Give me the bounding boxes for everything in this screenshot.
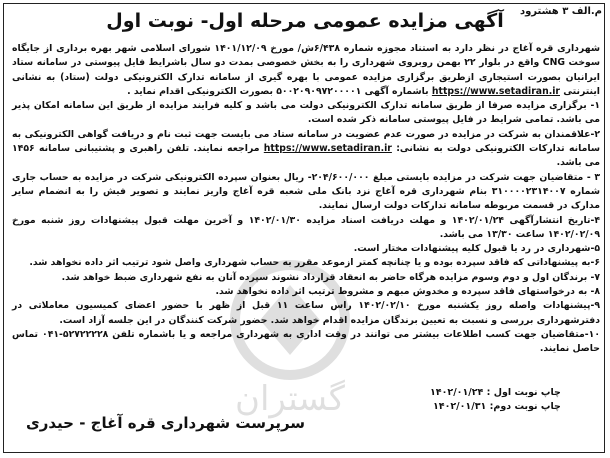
signature: سرپرست شهرداری قره آغاج - حیدری [26, 414, 306, 432]
print-dates [430, 386, 561, 414]
notice-code: م.الف ۳ هشترود [519, 6, 602, 17]
item-10 [12, 328, 600, 357]
watermark-text: گستران [235, 379, 345, 419]
intro-text: شهرداری قره آغاج در نظر دارد به استناد مجوزه شماره ۶/۴۳۸ش/ مورخ ۱۴۰۱/۱۲/۰۹ شورای اسلامی شهر بهره برداری از جایگاه سوخت CNG واقع در بلوار ۲۲ بهمن روبروی شهرداری را به بخش خصوصی بمدت دو سال باشرایط فایل پیوستی در سامانه ستاد ایرانیان بصورت استیجاری ازطریق برگزاری مزایده عمومی با بهره گیری از سامانه تدارک الکترونیکی دولت (ستاد) به نشانی اینترنتی [12, 43, 601, 97]
item-7 [12, 271, 600, 285]
item-6 [12, 256, 600, 270]
item-text: ۲-علاقمندان به شرکت در مزایده در صورت عدم عضویت در سامانه ستاد می بایست جهت ثبت نام و دریافت گواهی الکترونیکی به سامانه تدارکات الکترونیکی دولت به نشانی: [12, 128, 600, 155]
item-text: ۷- برندگان اول و دوم وسوم مزایده هرگاه حاضر به انعقاد قرارداد نشوند سپرده آنان به نفع شهرداری ضبط خواهد شد. [61, 271, 600, 283]
item-text: ۳ - متقاضیان جهت شرکت در مزایده بایستی مبلغ ۲۰۴/۶۰۰/۰۰۰- ریال بعنوان سپرده الکترونیکی شرکت در مزایده به حساب جاری شماره ۳۱۰۰۰۰۲۳۱۴۰۰۷ بنام شهرداری قره آغاج نزد بانک ملی شعبه قره آغاج واریز نمایند و تصویر فیش را به انضمام سایر مدارک در قسمت مربوطه سامانه تدارکات دولت ارسال نمایند. [12, 171, 600, 212]
item-2-tail: مراجعه نمایند. تلفن راهبری و پشتیبانی سامانه ۱۴۵۶ می باشد. [12, 143, 600, 169]
item-2-link[interactable]: https://www.setadiran.ir [263, 143, 392, 155]
item-1 [12, 99, 600, 128]
item-3 [12, 171, 600, 214]
item-text: ۹-پیشنهادات واصله روز یکشنبه مورخ ۱۴۰۲/۰۲/۱۰ راس ساعت ۱۱ قبل از ظهر با حضور اعضای کمیسیون معاملاتی در دفترشهرداری بررسی و نسبت به تعیین برندگان مزایده اقدام خواهد شد. حضور شرکت کنندگان در این جلسه آزاد است. [12, 300, 600, 326]
first-print-date: چاپ نوبت اول : ۱۴۰۲/۰۱/۲۴ [430, 387, 561, 398]
item-8 [12, 285, 600, 299]
item-text: ۱- برگزاری مزایده صرفا از طریق سامانه تدارک الکترونیکی دولت می باشد و کلیه فرایند مزایده از طریق این سامانه امکان پذیر می باشد. تمامی شرایط در فایل پیوستی سامانه ذکر شده است. [12, 100, 600, 126]
item-5 [12, 242, 600, 256]
second-print-date: چاپ نوبت دوم: ۱۴۰۲/۰۱/۳۱ [432, 401, 561, 412]
intro-tail: باشماره آگهی ۵۰۰۲۰۹۰۹۷۲۰۰۰۰۱ بصورت الکترونیکی اقدام نماید . [127, 85, 429, 97]
intro-link[interactable]: https://www.setadiran.ir [431, 85, 560, 97]
item-text: ۶-به پیشنهاداتی که فاقد سپرده بوده و یا چنانچه کمتر ازموعد مقرر به حساب شهرداری واصل شود ترتیب اثر داده نخواهد شد. [29, 257, 600, 269]
item-text: ۴-تاریخ انتشارآگهی ۱۴۰۲/۰۱/۲۴ و مهلت دریافت اسناد مزایده ۱۴۰۲/۰۱/۳۰ و آخرین مهلت قبول پیشنهادات روز شنبه مورخ ۱۴۰۲/۰۲/۰۹ ساعت ۱۳/۳۰ می باشد. [12, 214, 600, 240]
notice-body [12, 42, 600, 357]
item-4 [12, 214, 600, 243]
item-text: ۵-شهرداری در رد یا قبول کلیه پیشنهادات مختار است. [353, 243, 600, 255]
intro-paragraph [12, 42, 600, 99]
notice-title: آگهی مزایده عمومی مرحله اول- نوبت اول [106, 10, 504, 32]
item-text: ۸- به درخواستهای فاقد سپرده و مخدوش مبهم و مشروط ترتیب اثر داده نخواهد شد. [215, 286, 600, 298]
item-text: ۱۰-متقاضیان جهت کسب اطلاعات بیشتر می توانند در وقت اداری به شهرداری مراجعه و یا باشماره تلفن ۵۲۷۲۲۲۲۸-۰۴۱ تماس حاصل نمایند. [12, 328, 600, 355]
item-2 [12, 128, 600, 171]
item-9 [12, 299, 600, 328]
